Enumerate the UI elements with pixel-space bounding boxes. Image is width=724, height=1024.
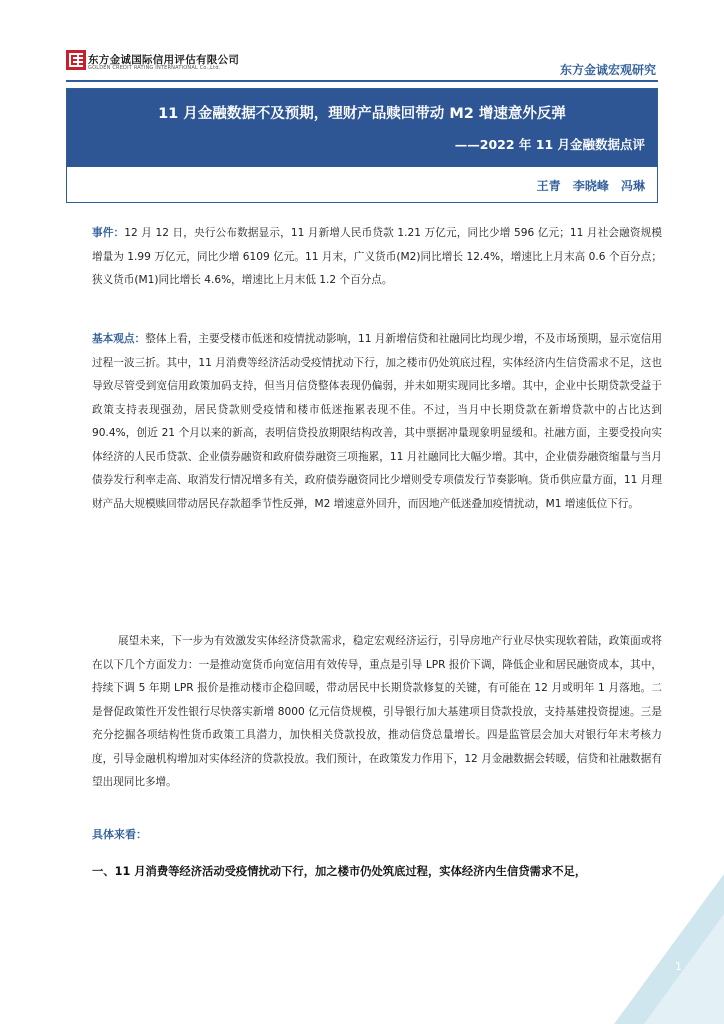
department-name: 东方金诚宏观研究 bbox=[559, 63, 656, 77]
view-label: 基本观点： bbox=[92, 333, 146, 345]
report-title: 11 月金融数据不及预期，理财产品赎回带动 M2 增速意外反弹 bbox=[158, 106, 566, 122]
page-number: 1 bbox=[675, 960, 682, 973]
report-authors: 王青 李晓峰 冯琳 bbox=[536, 179, 645, 193]
view-paragraph bbox=[92, 328, 662, 516]
details-item-1: 一、11 月消费等经济活动受疫情扰动下行，加之楼市仍处筑底过程，实体经济内生信贷需求不足， bbox=[92, 865, 587, 878]
company-name-en: GOLDEN CREDIT RATING INTERNATIONAL Co.,Ltd. bbox=[88, 65, 221, 71]
outlook-paragraph: 展望未来，下一步为有效激发实体经济贷款需求，稳定宏观经济运行，引导房地产行业尽快实现软着陆，政策面或将在以下几个方面发力：一是推动宽货币向宽信用有效传导，重点是引导 LPR 报价下调，降低企业和居民融资成本，其中，持续下调 5 年期 LPR 报价是推动楼市企稳回暖，带动居民中长期贷款修复的关键，有可能在 12 月或明年 1 月落地。二是督促政策性开发性银行尽快落实新增 8000 亿元信贷规模，引导银行加大基建项目贷款投放，支持基建投资提速。三是充分挖掘各项结构性货币政策工具潜力，加快相关贷款投放，推动信贷总量增长。四是监管层会加大对银行年末考核力度，引导金融机构增加对实体经济的贷款投放。我们预计，在政策发力作用下，12 月金融数据会转暖，信贷和社融数据有望出现同比多增。 bbox=[92, 635, 662, 788]
header-rule bbox=[66, 80, 658, 82]
report-subtitle: ——2022 年 11 月金融数据点评 bbox=[454, 137, 645, 152]
company-logo-icon bbox=[66, 50, 86, 70]
company-name-cn: 东方金诚国际信用评估有限公司 bbox=[88, 54, 240, 66]
event-label: 事件： bbox=[92, 227, 125, 239]
title-box bbox=[66, 88, 658, 203]
details-heading: 具体来看： bbox=[92, 828, 147, 841]
view-text: 整体上看，主要受楼市低迷和疫情扰动影响，11 月新增信贷和社融同比均现少增，不及市场预期，显示宽信用过程一波三折。其中，11 月消费等经济活动受疫情扰动下行，加之楼市仍处筑底过程，实体经济内生信贷需求不足，这也导致尽管受到宽信用政策加码支持，但当月信贷整体表现仍偏弱，并未如期实现同比多增。其中，企业中长期贷款受益于政策支持表现强劲，居民贷款则受疫情和楼市低迷拖累表现不佳。不过，当月中长期贷款在新增贷款中的占比达到 90.4%，创近 21 个月以来的新高，表明信贷投放期限结构改善，其中票据冲量现象明显缓和。社融方面，主要受投向实体经济的人民币贷款、企业债券融资和政府债券融资三项拖累，11 月社融同比大幅少增。其中，企业债券融资缩量与当月债券发行利率走高、取消发行情况增多有关，政府债券融资同比少增则受专项债发行节奏影响。货币供应量方面，11 月理财产品大规模赎回带动居民存款超季节性反弹，M2 增速意外回升，而因地产低迷叠加疫情扰动，M1 增速低位下行。 bbox=[92, 333, 663, 510]
event-text: 12 月 12 日，央行公布数据显示，11 月新增人民币贷款 1.21 万亿元，同比少增 596 亿元；11 月社会融资规模增量为 1.99 万亿元，同比少增 6109 亿元。11 月末，广义货币(M2)同比增长 12.4%，增速比上月末高 0.6 个百分点；狭义货币(M1)同比增长 4.6%，增速比上月末低 1.2 个百分点。 bbox=[92, 227, 662, 286]
corner-decoration bbox=[614, 874, 724, 1024]
page-header bbox=[0, 0, 724, 86]
event-paragraph bbox=[92, 222, 662, 293]
title-banner bbox=[67, 89, 657, 167]
